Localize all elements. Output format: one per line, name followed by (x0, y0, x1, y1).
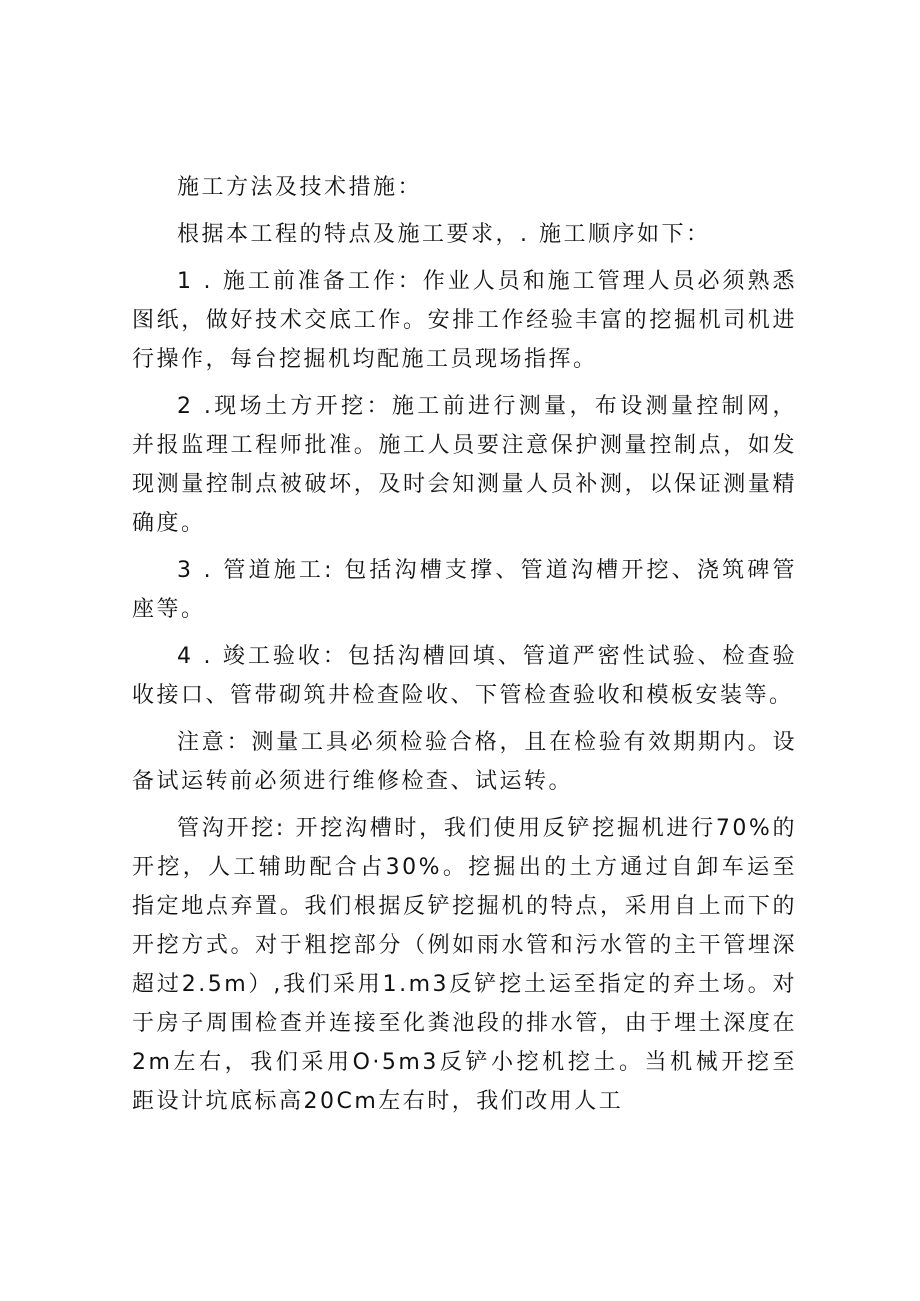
note-paragraph: 注意：测量工具必须检验合格，且在检验有效期期内。设备试运转前必须进行维修检查、试运转。 (132, 730, 797, 794)
section-heading: 施工方法及技术措施： (177, 175, 423, 200)
step-3-paragraph: 3 . 管道施工: 包括沟槽支撑、管道沟槽开挖、浇筑碑管座等。 (132, 558, 797, 622)
step-4-paragraph: 4 . 竣工验收：包括沟槽回填、管道严密性试验、检查验收接口、管带砌筑井检查险收、下管检查验收和模板安装等。 (132, 644, 797, 708)
trench-excavation-paragraph: 管沟开挖: 开挖沟槽时，我们使用反铲挖掘机进行70%的开挖，人工辅助配合占30%。挖掘出的土方通过自卸车运至指定地点弃置。我们根据反铲挖掘机的特点，采用自上而下的开挖方式。对于粗挖部分（例如雨水管和污水管的主干管埋深超过2.5m）,我们采用1.m3反铲挖土运至指定的弃土场。对于房子周围检查并连接至化粪池段的排水管，由于埋土深度在2m左右，我们采用O·5m3反铲小挖机挖土。当机械开挖至距设计坑底标高20Cm左右时，我们改用人工 (132, 816, 797, 1114)
step-2-paragraph: 2 .现场土方开挖：施工前进行测量，布设测量控制网，并报监理工程师批准。施工人员要注意保护测量控制点，如发现测量控制点被破坏，及时会知测量人员补测，以保证测量精确度。 (132, 394, 797, 536)
intro-paragraph: 根据本工程的特点及施工要求，. 施工顺序如下： (177, 222, 711, 247)
document-body (132, 168, 797, 1129)
step-1-paragraph: 1 . 施工前准备工作：作业人员和施工管理人员必须熟悉图纸，做好技术交底工作。安排工作经验丰富的挖掘机司机进行操作，每台挖掘机均配施工员现场指挥。 (132, 269, 797, 372)
